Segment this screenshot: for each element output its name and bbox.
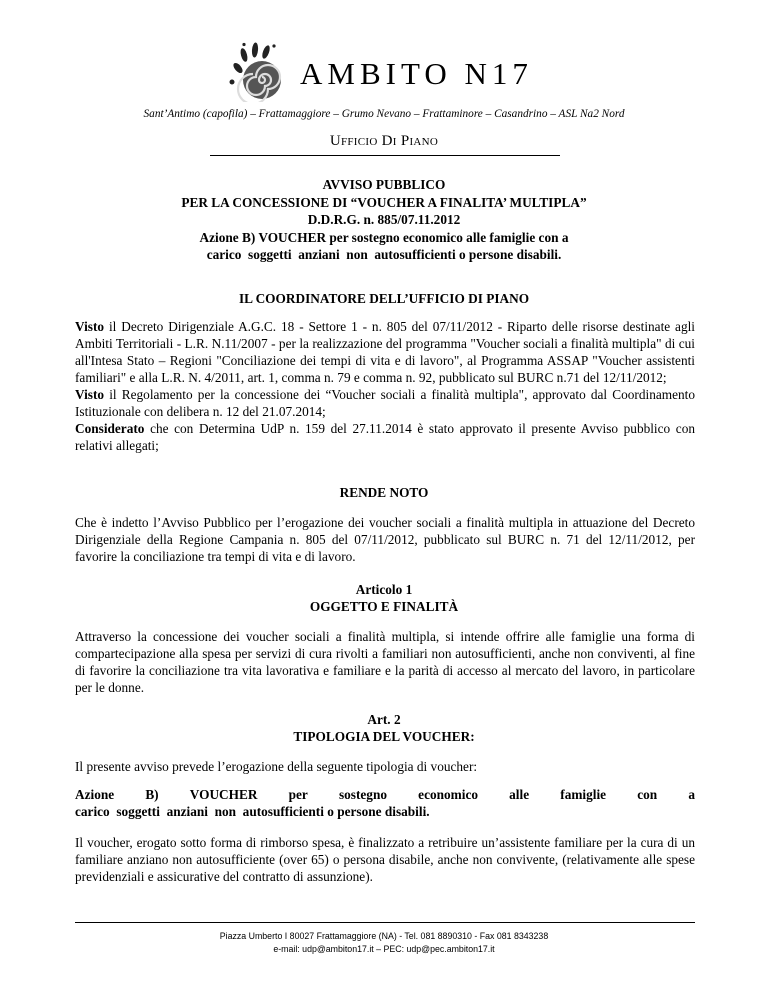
article-1-title: OGGETTO E FINALITÀ [309,599,459,614]
article-2-title: TIPOLOGIA DEL VOUCHER: [293,729,475,744]
azione-word: per [288,787,308,802]
azione-b-line-2: carico soggetti anziani non autosufficienti o persone disabili. [75,804,430,819]
title-line-1: AVVISO PUBBLICO [322,177,446,192]
azione-word: famiglie [560,787,607,802]
article-2-number: Art. 2 [367,712,401,727]
notice-title [0,176,768,264]
title-line-2: PER LA CONCESSIONE DI “VOUCHER A FINALITA’ MULTIPLA” [181,194,587,210]
title-line-5: carico soggetti anziani non autosufficienti o persone disabili. [206,247,562,262]
premise-3-lead: Considerato [75,421,145,436]
header-logo [0,42,768,102]
premise-1-lead: Visto [75,319,105,334]
azione-word: alle [509,787,530,802]
article-2-heading [0,711,768,745]
article-1-heading [0,581,768,615]
header-divider [210,155,560,156]
footer-contacts: e-mail: udp@ambiton17.it – PEC: udp@pec.ambiton17.it [273,944,495,954]
azione-word: con [637,787,658,802]
azione-word: sostegno [338,787,388,802]
article-2-text: Il voucher, erogato sotto forma di rimborso spesa, è finalizzato a retribuire un’assistente familiare per la cura di un familiare anziano non autosufficiente (over 65) o persona disabile, anche non convivente, (relativamente alle spese previdenziali e assicurative del contratto di assunzione). [75,835,695,884]
azione-word: B) [145,787,159,802]
footer-divider [75,922,695,923]
premise-2-text: il Regolamento per la concessione dei “Voucher sociali a finalità multipla", approvato dal Coordinamento Istituzionale con delibera n. 12 del 21.07.2014; [75,387,695,419]
municipalities-line: Sant’Antimo (capofila) – Frattamaggiore – Grumo Nevano – Frattaminore – Casandrino – ASL Na2 Nord [143,108,625,120]
premise-1-text: il Decreto Dirigenziale A.G.C. 18 - Settore 1 - n. 805 del 07/11/2012 - Riparto delle risorse destinate agli Ambiti Territoriali - L.R. N.11/2007 - per la realizzazione del programma "Voucher sociali a finalità multipla" di cui all'Intesa Stato – Regioni "Conciliazione dei tempi di vita e di lavoro", al Programma ASSAP "Voucher assistenti familiari" e alla L.R. N. 4/2011, art. 1, comma n. 79 e comma n. 92, pubblicato sul BURC n.71 del 12/11/2012; [75,319,695,385]
title-line-3: D.D.R.G. n. 885/07.11.2012 [307,212,461,227]
premise-3-text: che con Determina UdP n. 159 del 27.11.2014 è stato approvato il presente Avviso pubblico con relativi allegati; [75,421,695,453]
title-line-4: Azione B) VOUCHER per sostegno economico alle famiglie con a [199,229,569,245]
azione-word: economico [418,787,478,802]
footer-address: Piazza Umberto I 80027 Frattamaggiore (NA) - Tel. 081 8890310 - Fax 081 8343238 [219,931,549,941]
coordinator-heading: IL COORDINATORE DELL’UFFICIO DI PIANO [238,291,530,306]
azione-word: Azione [75,787,115,802]
premise-1 [75,318,695,386]
azione-word: VOUCHER [189,787,258,802]
rende-noto-heading: RENDE NOTO [339,485,429,500]
azione-b-line-1 [75,786,695,803]
azione-b-heading [75,786,695,820]
premise-3 [75,420,695,454]
article-2-intro: Il presente avviso prevede l’erogazione della seguente tipologia di voucher: [75,759,478,774]
hand-spiral-logo-icon [224,42,296,102]
article-1-number: Articolo 1 [355,582,413,597]
article-1-text: Attraverso la concessione dei voucher sociali a finalità multipla, si intende offrire alle famiglie una forma di compartecipazione alla spesa per servizi di cura rivolti a familiari non autosufficienti, anche non conviventi, al fine di favorire la conciliazione tra vita lavorativa e familiare e la parità di accesso al mercato del lavoro, in particolare per le donne. [75,629,695,695]
premise-2-lead: Visto [75,387,105,402]
premises-block [75,318,695,454]
office-name: Ufficio Di Piano [329,133,439,149]
premise-2 [75,386,695,420]
logo-text: AMBITO N17 [300,56,533,91]
azione-word: a [688,787,695,802]
rende-noto-text: Che è indetto l’Avviso Pubblico per l’erogazione dei voucher sociali a finalità multipla in attuazione del Decreto Dirigenziale della Regione Campania n. 805 del 07/11/2012, pubblicato sul BURC n. 71 del 12/11/2012, per favorire la conciliazione tra tempi di vita e di lavoro. [75,515,695,564]
footer [0,930,768,956]
